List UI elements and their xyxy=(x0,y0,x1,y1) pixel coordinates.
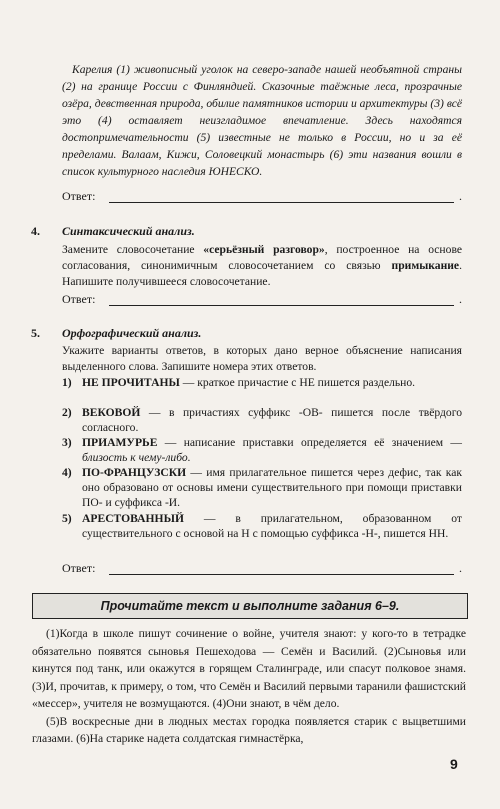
task-4-text-a: Замените словосочетание xyxy=(62,243,204,256)
answer-line[interactable] xyxy=(109,574,454,575)
answer-line[interactable] xyxy=(109,305,454,306)
answer-row-4 xyxy=(62,292,462,308)
passage-war-story xyxy=(32,625,466,748)
option-example: близость к чему-либо. xyxy=(82,451,191,464)
option-number: 2) xyxy=(62,406,72,419)
option-number: 3) xyxy=(62,436,72,449)
task-4-phrase: «серьёзный разговор» xyxy=(203,243,325,256)
passage-karelia: Карелия (1) живописный уголок на северо-западе нашей необъятной страны (2) на границе России с Финляндией. Сказочные таёжные леса, прозрачные озёра, девственная природа, обилие памятников истории и архитектуры (3) всё это (4) оставляет неизгладимое впечатление. Здесь находятся достопримечательности (5) известные не только в России, но и за её пределами. Валаам, Кижи, Соловецкий монастырь (6) эти названия вошли в список культурного наследия ЮНЕСКО. xyxy=(62,63,462,178)
option-word: АРЕСТОВАННЫЙ xyxy=(82,512,184,525)
answer-label: Ответ: xyxy=(62,561,96,575)
task-5-option-5 xyxy=(62,511,462,541)
answer-label: Ответ: xyxy=(62,189,96,203)
option-text: — имя прилагательное пишется через дефис, так как оно образовано от основы имени существительного при помощи приставки ПО- и суффикса -И. xyxy=(82,466,462,509)
answer-line[interactable] xyxy=(109,202,454,203)
option-text: — в причастиях суффикс -ОВ- пишется после твёрдого согласного. xyxy=(82,406,462,434)
task-4-text-b: , построенное на основе согласования, синонимичным словосочетанием со связью xyxy=(62,243,462,272)
passage-paragraph: (5)В воскресные дни в людных местах городка появляется старик с выцветшими глазами. (6)На старике надета солдатская гимнастёрка, xyxy=(32,714,466,745)
option-word: ПО-ФРАНЦУЗСКИ xyxy=(82,466,187,479)
task-5-title: Орфографический анализ. xyxy=(62,326,202,340)
answer-end: . xyxy=(459,292,462,306)
option-word: НЕ ПРОЧИТАНЫ xyxy=(82,376,180,389)
option-text: — в прилагательном, образованном от существительного с основой на Н с помощью суффикса -Н-, пишется НН. xyxy=(82,512,462,540)
task-5-number: 5. xyxy=(31,326,40,340)
task-4-link-term: примыкание xyxy=(391,259,460,272)
answer-label: Ответ: xyxy=(62,292,96,306)
option-number: 5) xyxy=(62,512,72,525)
answer-end: . xyxy=(459,561,462,575)
task-4-text-c: . Напишите получившееся словосочетание. xyxy=(62,259,462,288)
section-banner: Прочитайте текст и выполните задания 6–9. xyxy=(32,593,468,619)
option-word: ВЕКОВОЙ xyxy=(82,406,141,419)
task-4-instructions xyxy=(62,242,462,290)
task-5-option-3 xyxy=(62,435,462,465)
option-text: — краткое причастие с НЕ пишется раздельно. xyxy=(179,376,416,389)
option-number: 1) xyxy=(62,376,72,389)
task-5-intro: Укажите варианты ответов, в которых дано верное объяснение написания выделенного слова. Запишите номера этих ответов. xyxy=(62,344,462,373)
passage-paragraph: (1)Когда в школе пишут сочинение о войне, учителя знают: у кого-то в тетрадке обязательно появятся сыновья Пешеходова — Семён и Василий. (2)Сыновья или кинутся под танк, или окажутся в горящем Сталинграде, или спасут полковое знамя. (3)И, прочитав, к примеру, о том, что Семён и Василий первыми таранили фашистский «мессер», учителя не возмущаются. (4)Они знают, в чём дело. xyxy=(32,627,466,710)
page-number: 9 xyxy=(450,756,458,772)
task-4-title: Синтаксический анализ. xyxy=(62,224,195,238)
answer-row-5 xyxy=(62,561,462,577)
option-word: ПРИАМУРЬЕ xyxy=(82,436,158,449)
task-4-number: 4. xyxy=(31,224,40,238)
task-5-option-2 xyxy=(62,405,462,435)
answer-end: . xyxy=(459,189,462,203)
task-5-option-1 xyxy=(62,375,462,390)
task-5-option-4 xyxy=(62,465,462,510)
option-text: — написание приставки определяется её значением — xyxy=(157,436,462,449)
option-number: 4) xyxy=(62,466,72,479)
answer-row-3 xyxy=(62,189,462,205)
